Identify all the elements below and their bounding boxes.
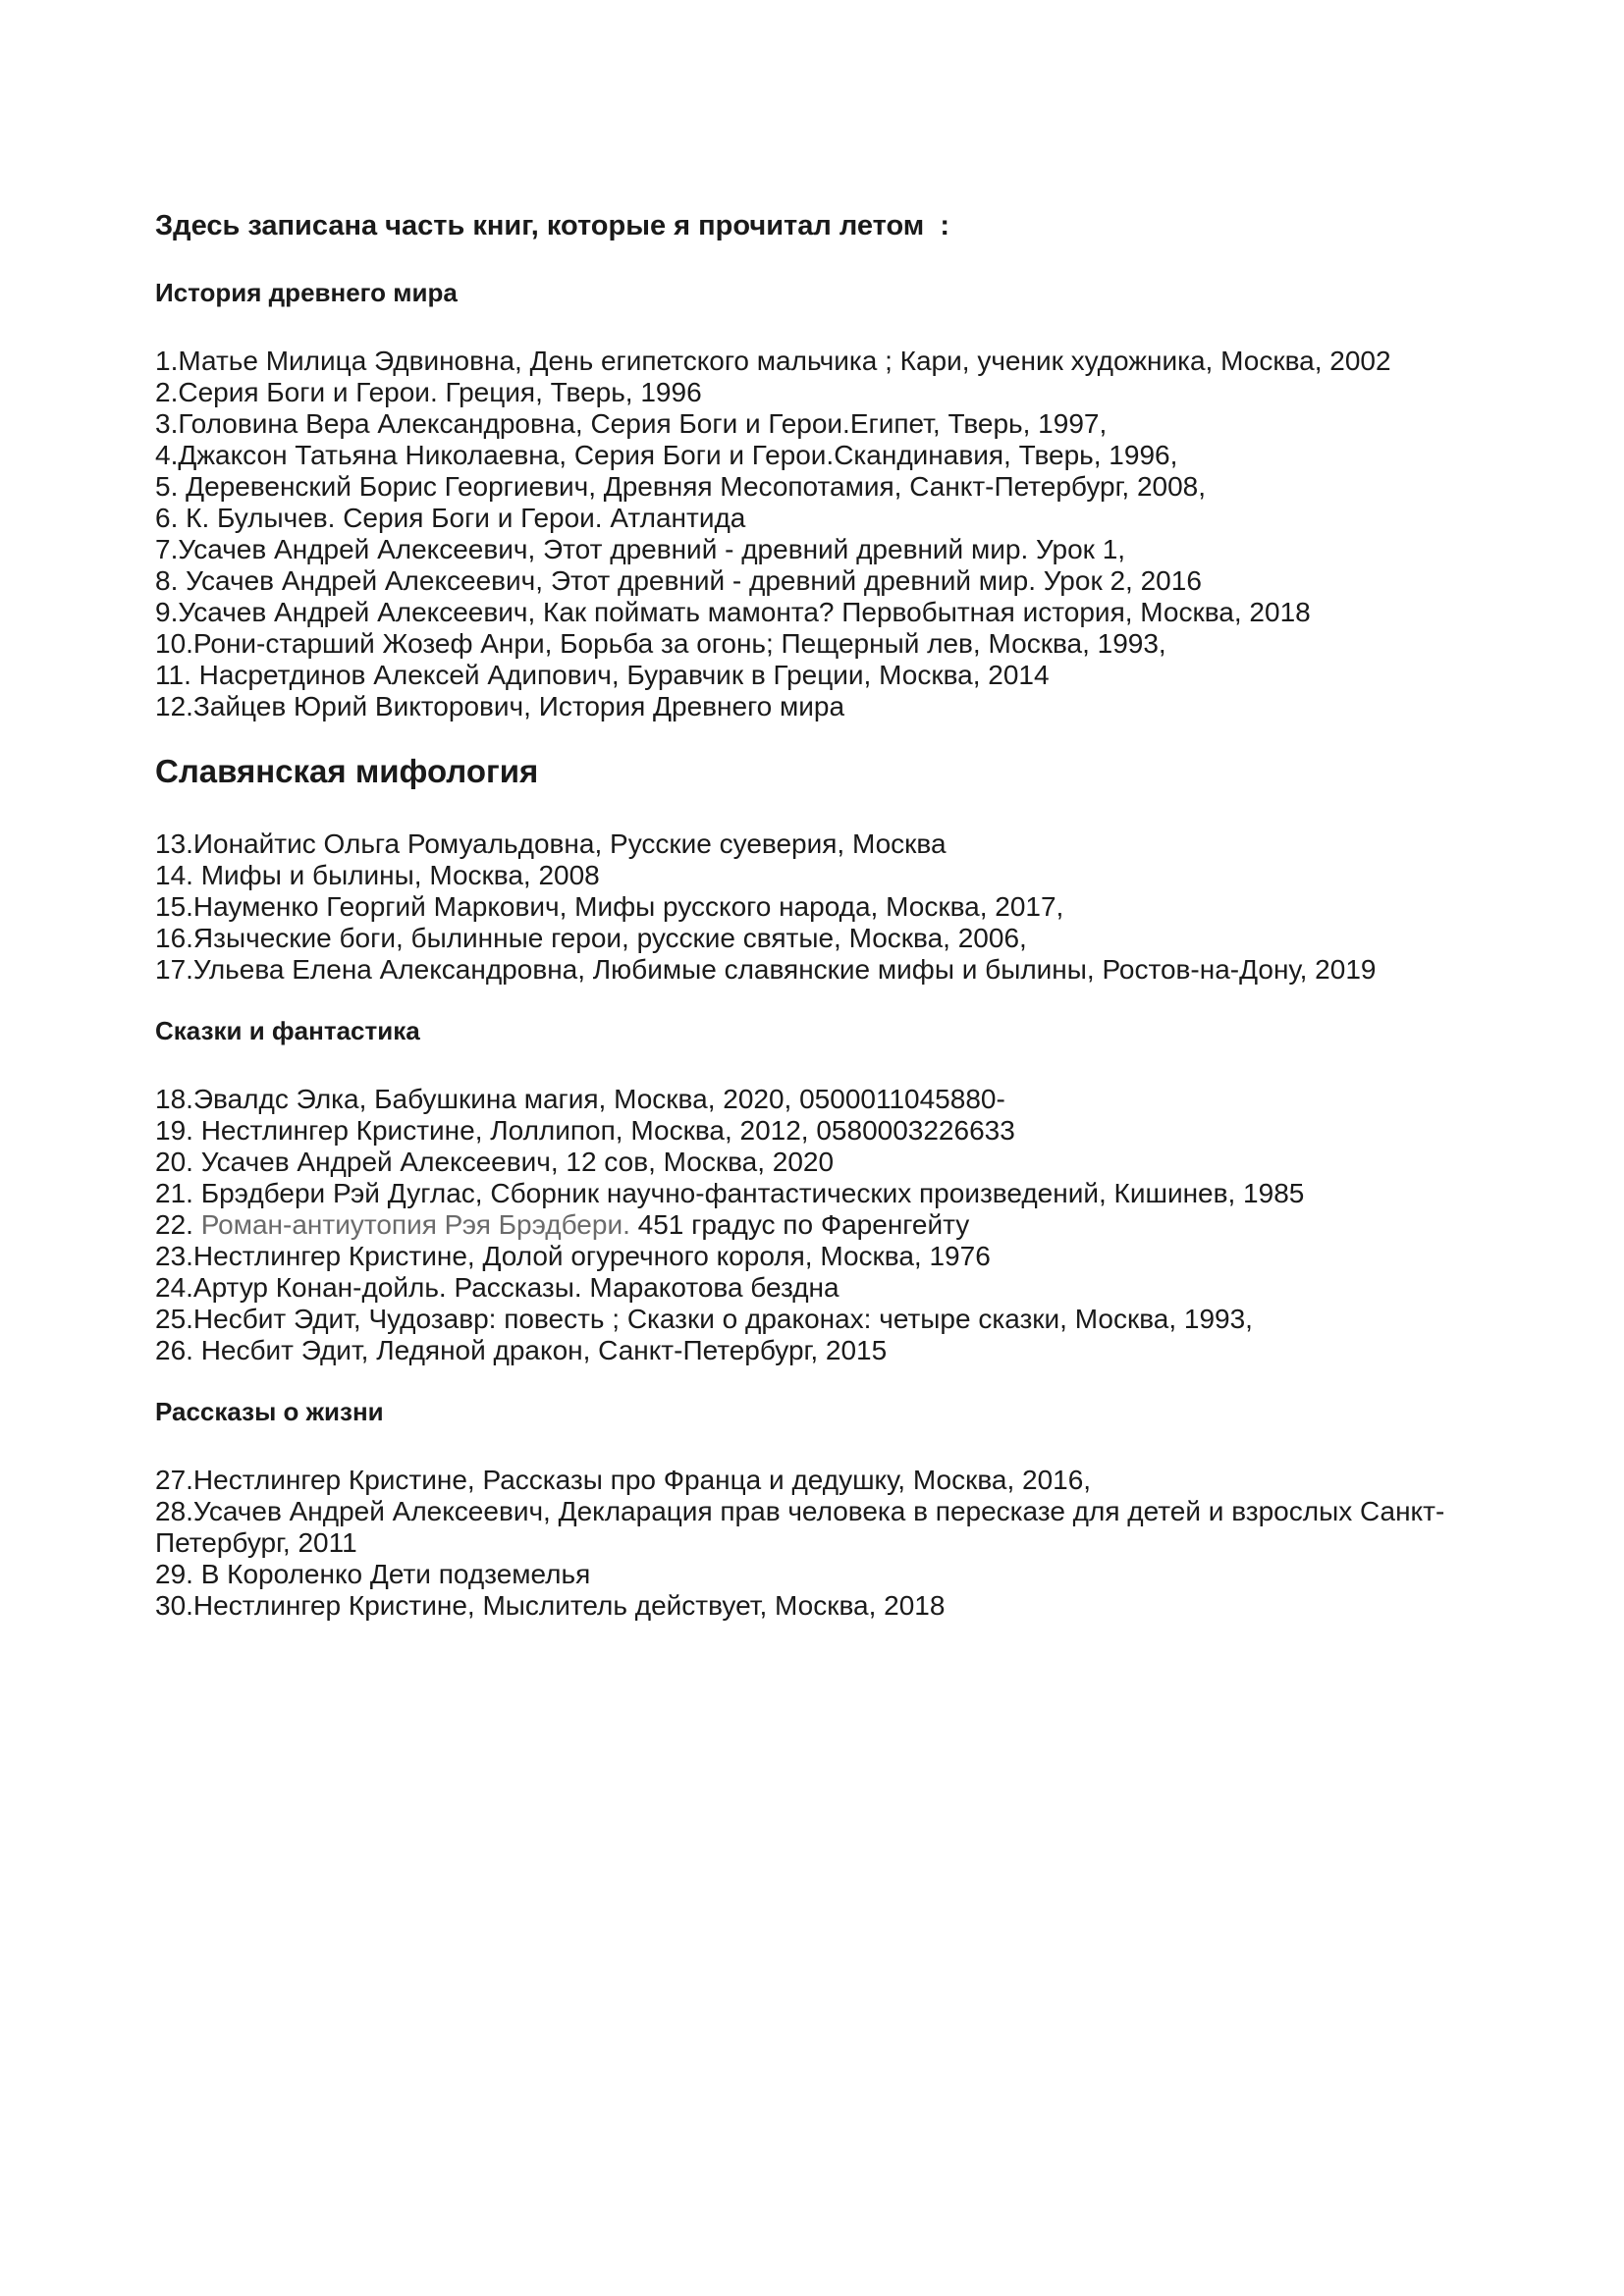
section-heading: Славянская мифология — [155, 753, 539, 789]
book-list-item — [155, 534, 1516, 565]
book-list-item — [155, 691, 1516, 722]
book-item-text: 14. Мифы и былины, Москва, 2008 — [155, 860, 600, 890]
book-item-text: 13.Ионайтис Ольга Ромуальдовна, Русские суеверия, Москва — [155, 828, 947, 859]
book-list-item — [155, 1209, 1516, 1241]
book-item-text: 22. — [155, 1209, 201, 1240]
book-list-item — [155, 1590, 1516, 1622]
book-list-item — [155, 923, 1516, 954]
section-heading: Рассказы о жизни — [155, 1397, 384, 1426]
book-item-text: 23.Нестлингер Кристине, Долой огуречного короля, Москва, 1976 — [155, 1241, 991, 1271]
book-list-item — [155, 1115, 1516, 1147]
book-item-text-muted: Роман-антиутопия Рэя Брэдбери. — [200, 1209, 630, 1240]
book-item-text: 21. Брэдбери Рэй Дуглас, Сборник научно-фантастических произведений, Кишинев, 1985 — [155, 1178, 1305, 1208]
book-list-item — [155, 1147, 1516, 1178]
book-list-item — [155, 860, 1516, 891]
book-list-item — [155, 1272, 1516, 1304]
book-list-item — [155, 828, 1516, 860]
book-list-item — [155, 660, 1516, 691]
book-section — [155, 277, 1516, 722]
document-title: Здесь записана часть книг, которые я прочитал летом : — [155, 210, 949, 241]
book-item-text: 26. Несбит Эдит, Ледяной дракон, Санкт-Петербург, 2015 — [155, 1335, 888, 1365]
book-list-item — [155, 954, 1516, 986]
book-item-text: 20. Усачев Андрей Алексеевич, 12 сов, Москва, 2020 — [155, 1147, 835, 1177]
book-list-item — [155, 1335, 1516, 1366]
book-item-text: 12.Зайцев Юрий Викторович, История Древнего мира — [155, 691, 845, 721]
book-item-text: 16.Языческие боги, былинные герои, русские святые, Москва, 2006, — [155, 923, 1027, 953]
book-list — [155, 346, 1516, 722]
book-item-text: 7.Усачев Андрей Алексеевич, Этот древний - древний древний мир. Урок 1, — [155, 534, 1126, 564]
book-item-text: 4.Джаксон Татьяна Николаевна, Серия Боги и Герои.Скандинавия, Тверь, 1996, — [155, 440, 1178, 470]
book-item-text: 28.Усачев Андрей Алексеевич, Декларация прав человека в пересказе для детей и взрослых Санкт-Петербург, 2011 — [155, 1496, 1445, 1558]
document-sections — [155, 277, 1516, 1622]
book-list-item — [155, 1496, 1516, 1559]
book-list-item — [155, 1559, 1516, 1590]
book-item-text: 5. Деревенский Борис Георгиевич, Древняя Месопотамия, Санкт-Петербург, 2008, — [155, 471, 1207, 502]
book-list-item — [155, 565, 1516, 597]
book-list-item — [155, 628, 1516, 660]
book-item-text: 1.Матье Милица Эдвиновна, День египетского мальчика ; Кари, ученик художника, Москва, 2002 — [155, 346, 1391, 376]
book-list-item — [155, 377, 1516, 408]
book-item-text: 30.Нестлингер Кристине, Мыслитель действует, Москва, 2018 — [155, 1590, 946, 1621]
book-item-text: 18.Эвалдс Элка, Бабушкина магия, Москва, 2020, 0500011045880- — [155, 1084, 1005, 1114]
book-item-text: 24.Артур Конан-дойль. Рассказы. Маракотова бездна — [155, 1272, 839, 1303]
book-list-item — [155, 1304, 1516, 1335]
book-list — [155, 828, 1516, 986]
book-section — [155, 1396, 1516, 1622]
book-item-text: 9.Усачев Андрей Алексеевич, Как поймать мамонта? Первобытная история, Москва, 2018 — [155, 597, 1311, 627]
book-item-text: 6. К. Булычев. Серия Боги и Герои. Атлантида — [155, 503, 746, 533]
book-item-text: 27.Нестлингер Кристине, Рассказы про Франца и дедушку, Москва, 2016, — [155, 1465, 1092, 1495]
book-list-item — [155, 346, 1516, 377]
book-item-text: 25.Несбит Эдит, Чудозавр: повесть ; Сказки о драконах: четыре сказки, Москва, 1993, — [155, 1304, 1253, 1334]
book-item-text: 29. В Короленко Дети подземелья — [155, 1559, 591, 1589]
book-list — [155, 1084, 1516, 1366]
book-list-item — [155, 1084, 1516, 1115]
book-item-text: 2.Серия Боги и Герои. Греция, Тверь, 1996 — [155, 377, 702, 407]
book-list-item — [155, 1465, 1516, 1496]
book-list-item — [155, 440, 1516, 471]
book-item-text: 17.Ульева Елена Александровна, Любимые славянские мифы и былины, Ростов-на-Дону, 2019 — [155, 954, 1377, 985]
book-list-item — [155, 1241, 1516, 1272]
book-list-item — [155, 471, 1516, 503]
book-list-item — [155, 408, 1516, 440]
book-section — [155, 752, 1516, 986]
section-heading: История древнего мира — [155, 278, 458, 307]
book-item-text: 3.Головина Вера Александровна, Серия Боги и Герои.Египет, Тверь, 1997, — [155, 408, 1108, 439]
book-list-item — [155, 891, 1516, 923]
section-heading: Сказки и фантастика — [155, 1016, 420, 1045]
book-list-item — [155, 503, 1516, 534]
book-list — [155, 1465, 1516, 1622]
book-item-text: 8. Усачев Андрей Алексеевич, Этот древний - древний древний мир. Урок 2, 2016 — [155, 565, 1202, 596]
book-list-item — [155, 1178, 1516, 1209]
book-item-text: 15.Науменко Георгий Маркович, Мифы русского народа, Москва, 2017, — [155, 891, 1064, 922]
book-item-text: 10.Рони-старший Жозеф Анри, Борьба за огонь; Пещерный лев, Москва, 1993, — [155, 628, 1166, 659]
book-item-text: 451 градус по Фаренгейту — [629, 1209, 970, 1240]
book-item-text: 11. Насретдинов Алексей Адипович, Буравчик в Греции, Москва, 2014 — [155, 660, 1050, 690]
book-list-item — [155, 597, 1516, 628]
book-item-text: 19. Нестлингер Кристине, Лоллипоп, Москва, 2012, 0580003226633 — [155, 1115, 1015, 1146]
book-section — [155, 1015, 1516, 1366]
